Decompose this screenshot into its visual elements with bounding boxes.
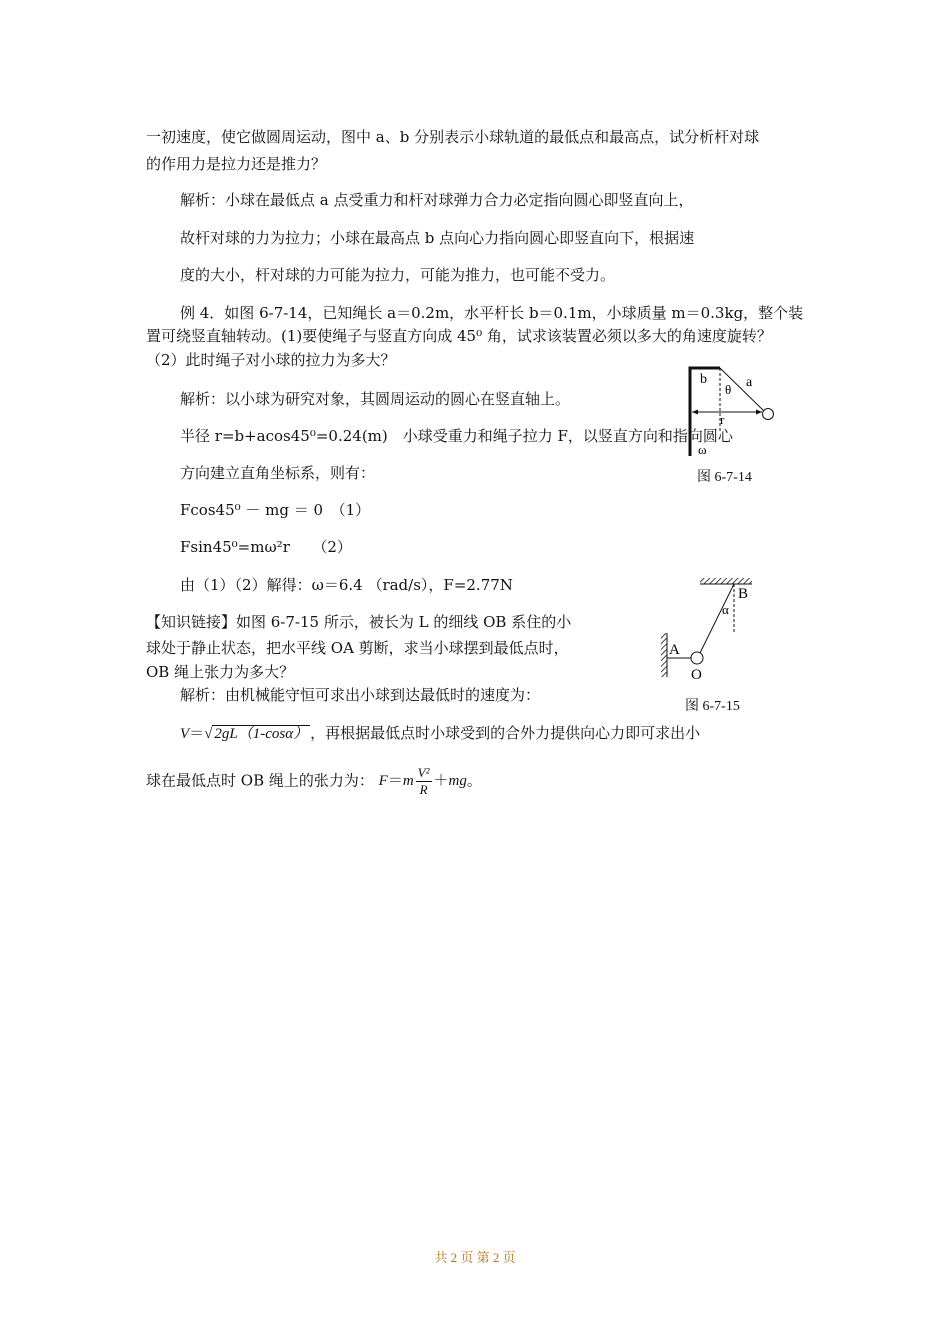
- label-O: O: [691, 667, 702, 683]
- text-line: 置可绕竖直轴转动。(1)要使绳子与竖直方向成 45⁰ 角，试求该装置必须以多大的角速度旋转？: [146, 327, 772, 345]
- label-b: b: [700, 372, 707, 387]
- label-theta: θ: [725, 382, 732, 397]
- fraction-denominator: R: [419, 782, 428, 797]
- label-A: A: [669, 642, 680, 658]
- text-line: 一初速度，使它做圆周运动，图中 a、b 分别表示小球轨道的最低点和最高点，试分析杆对球: [146, 128, 760, 146]
- text-line: 的作用力是拉力还是推力？: [146, 155, 327, 173]
- figure-6-7-14-diagram: [680, 360, 790, 460]
- label-omega: ω: [698, 442, 707, 457]
- text-line: 解析：小球在最低点 a 点受重力和杆对球弹力合力必定指向圆心即竖直向上，: [180, 191, 694, 209]
- text-line: 解析：以小球为研究对象，其圆周运动的圆心在竖直轴上。: [180, 390, 571, 408]
- text-line: 方向建立直角坐标系，则有：: [180, 464, 376, 482]
- formula-velocity: V＝√ 2gL（1-cosα）: [180, 726, 309, 742]
- text-line: Fcos45⁰ － mg ＝ 0 （1）: [180, 501, 371, 519]
- text-line: Fsin45⁰=mω²r （2）: [180, 538, 352, 556]
- text-line: 故杆对球的力为拉力；小球在最高点 b 点向心力指向圆心即竖直向下，根据速: [180, 229, 695, 247]
- text-line: 解析：由机械能守恒可求出小球到达最低时的速度为：: [180, 686, 541, 704]
- label-B: B: [738, 586, 749, 602]
- formula-line: V＝√ 2gL（1-cosα） ，再根据最低点时小球受到的合外力提供向心力即可求出小: [180, 724, 701, 742]
- formula-tension: F＝m $\frac{\text{V²}}{R}$ ＋mg: [378, 765, 467, 797]
- formula-line: 球在最低点时 OB 绳上的张力为： F＝m $\frac{\text{V²}}{R}$ ＋mg。: [146, 765, 482, 797]
- figure-6-7-15-diagram: [655, 570, 765, 685]
- radicand: 2gL（1-cosα）: [214, 726, 309, 742]
- text-line: 由（1）（2）解得：ω＝6.4 （rad/s），F=2.77N: [180, 576, 513, 594]
- text-line: （2）此时绳子对小球的拉力为多大？: [146, 351, 396, 369]
- sqrt-sign: √: [204, 726, 213, 742]
- text-line: 半径 r=b+acos45⁰=0.24(m) 小球受重力和绳子拉力 F，以竖直方向和指向圆心: [180, 427, 733, 445]
- label-a: a: [746, 375, 753, 390]
- text-line: 例 4．如图 6-7-14，已知绳长 a＝0.2m，水平杆长 b＝0.1m，小球质量 m＝0.3kg，整个装: [180, 304, 804, 322]
- figure-caption: 图 6-7-14: [697, 470, 752, 485]
- figure-caption: 图 6-7-15: [685, 699, 740, 714]
- label-r: r: [720, 412, 725, 427]
- page-footer: 共 2 页 第 2 页: [434, 1250, 516, 1265]
- text-line: OB 绳上张力为多大？: [146, 663, 295, 681]
- text-line: 度的大小，杆对球的力可能为拉力，可能为推力，也可能不受力。: [180, 266, 616, 284]
- text-line: 【知识链接】如图 6-7-15 所示，被长为 L 的细线 OB 系住的小: [146, 613, 572, 631]
- fraction-numerator: V²: [417, 765, 430, 780]
- label-alpha: α: [722, 602, 729, 617]
- text-line: 球处于静止状态，把水平线 OA 剪断，求当小球摆到最低点时，: [146, 639, 569, 657]
- fraction: [416, 765, 432, 798]
